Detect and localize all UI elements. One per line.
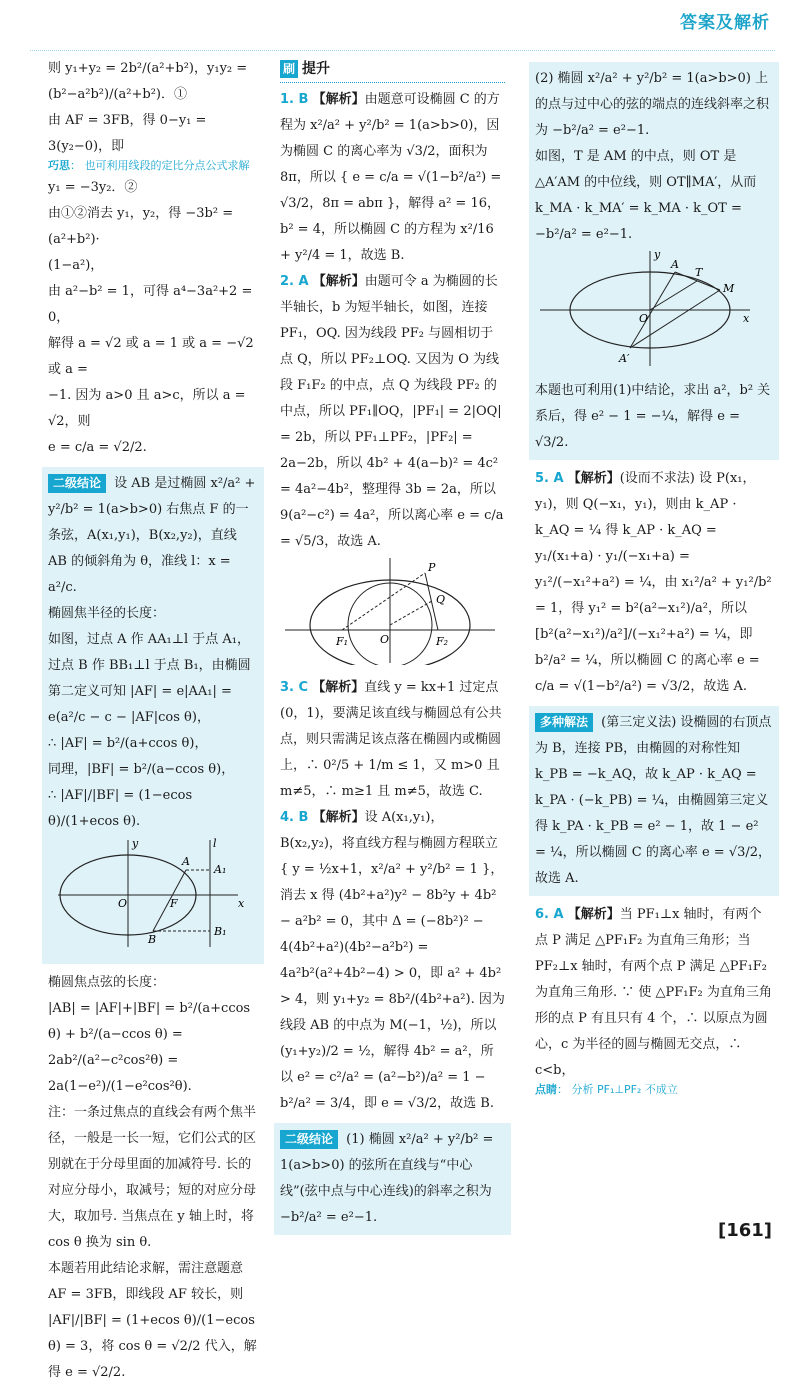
label-T: T [695, 266, 703, 279]
section-icon: 刷 [280, 60, 298, 78]
label-P: P [428, 561, 436, 574]
panel-text: (第三定义法) 设椭圆的右顶点为 B，连接 PB，由椭圆的对称性知 k_PB = −k_AQ，故 k_AP · k_AQ = k_PA · (−k_PB) = ¼，由椭圆第三定义得 k_PA · k_PB = e² − 1，故 1 − e² = ¼，所以椭圆 C 的离心率 e = √3/2，故选 A. [535, 715, 772, 886]
section-heading [280, 56, 505, 83]
label-M: M [723, 282, 735, 295]
question-3: 3. C 【解析】直线 y = kx+1 过定点(0，1)，要满足该直线与椭圆总有公共点，则只需满足该点落在椭圆内或椭圆上，∴ 0²/5 + 1/m ≤ 1，又 m>0 且 m≠5，∴ m≥1 且 m≠5，故选 C. [280, 680, 502, 799]
multi-solution-tag: 多种解法 [535, 713, 593, 732]
text-line: 由 a²−b² = 1，可得 a⁴−3a²+2 = 0， [48, 284, 253, 325]
column-middle [280, 56, 505, 1241]
tip-text: 分析 PF₁⊥PF₂ 不成立 [571, 1083, 678, 1096]
label-F: F [170, 897, 178, 910]
panel-text: 椭圆焦半径的长度： [48, 606, 166, 621]
text-line: e = c/a = √2/2. [48, 440, 147, 455]
text-line: 则 y₁+y₂ = 2b²/(a²+b²)，y₁y₂ = (b²−a²b²)/(a²+b²)．① [48, 61, 248, 102]
label-A: A [671, 258, 679, 271]
panel-text: (1) 椭圆 x²/a² + y²/b² = 1(a>b>0) 的弦所在直线与“中心线”(弦中点与中心连线)的斜率之积为 −b²/a² = e²−1. [280, 1132, 494, 1225]
panel-text: ∴ |AF|/|BF| = (1−ecos θ)/(1+ecos θ). [48, 788, 193, 829]
label-A1: A₁ [214, 863, 227, 876]
question-1: 1. B 【解析】由题意可设椭圆 C 的方程为 x²/a² + y²/b² = 1(a>b>0)，因为椭圆 C 的离心率为 √3/2，面积为 8π，所以 { e = c/a = √(1−b²/a²) = √3/2，8π = abπ }，解得 a² = 16，b² = 4，所以椭圆 C 的方程为 x²/16 + y²/4 = 1，故选 B. [280, 92, 502, 263]
conclusion-panel [42, 467, 264, 964]
column-left [48, 56, 258, 1386]
text-line: 椭圆焦点弦的长度： [48, 975, 166, 990]
label-O: O [118, 897, 128, 910]
text-line: y₁ = −3y₂．② [48, 180, 138, 195]
tip-label: 巧思 [48, 159, 70, 172]
tip-note: 巧思： 也可利用线段的定比分点公式求解 [48, 159, 250, 172]
conclusion-tag: 二级结论 [280, 1130, 338, 1149]
ellipse-focal-chord-diagram [48, 835, 248, 950]
panel-text: 同理，|BF| = b²/(a−ccos θ)， [48, 762, 235, 777]
label-Q: Q [436, 593, 446, 606]
label-y: y [132, 837, 139, 850]
page-header: 答案及解析 [680, 13, 770, 33]
question-5: 5. A 【解析】(设而不求法) 设 P(x₁，y₁)，则 Q(−x₁，y₁)，则由 k_AP · k_AQ = ¼ 得 k_AP · k_AQ = y₁/(x₁+a) · y₁/(−x₁+a) = y₁²/(−x₁²+a²) = ¼，由 x₁²/a² + y₁²/b² = 1，得 y₁² = b²(a²−x₁²)/a²，所以 [b²(a²−x₁²)/a²]/(−x₁²+a²) = ¼，即 b²/a² = ¼，所以椭圆 C 的离心率 e = c/a = √(1−b²/a²) = √3/2，故选 A. [535, 471, 772, 694]
page-number: [161] [717, 1220, 772, 1241]
label-A: A [182, 855, 190, 868]
panel-text: 如图，过点 A 作 AA₁⊥l 于点 A₁，过点 B 作 BB₁⊥l 于点 B₁，由椭圆第二定义可知 |AF| = e|AA₁| = e(a²/c − c − |AF|cos θ)， [48, 632, 251, 725]
label-y: y [654, 248, 661, 261]
panel-text: ∴ |AF| = b²/(a+ccos θ)， [48, 736, 208, 751]
conclusion-panel [274, 1123, 511, 1235]
panel-text: 如图，T 是 AM 的中点，则 OT 是 △A′AM 的中位线，则 OT∥MA′，从而 k_MA · k_MA′ = k_MA · k_OT = −b²/a² = e²−1. [535, 149, 757, 242]
text-line: 本题若用此结论求解，需注意题意 AF = 3FB，即线段 AF 较长，则 |AF|/|BF| = (1+ecos θ)/(1−ecos θ) = 3，将 cos θ = √2/2 代入，解得 e = √2/2. [48, 1261, 257, 1380]
label-O: O [380, 633, 390, 646]
panel-text: (2) 椭圆 x²/a² + y²/b² = 1(a>b>0) 上的点与过中心的弦的端点的连线斜率之积为 −b²/a² = e²−1. [535, 71, 770, 138]
ellipse-midline-diagram [535, 248, 755, 368]
conclusion-panel-continued [529, 62, 779, 460]
section-title: 提升 [302, 61, 330, 77]
tip-text: 也可利用线段的定比分点公式求解 [84, 159, 250, 172]
label-x: x [238, 897, 245, 910]
ellipse-circle-tangent-diagram [280, 555, 500, 665]
text-line: |AB| = |AF|+|BF| = b²/(a+ccos θ) + b²/(a−ccos θ) = 2ab²/(a²−c²cos²θ) = 2a(1−e²)/(1−e²cos²θ). [48, 1001, 251, 1094]
text-line: 注：一条过焦点的直线会有两个焦半径，一般是一长一短，它们公式的区别就在于分母里面的加减符号. 长的对应分母小，取减号；短的对应分母大，取加号. 当焦点在 y 轴上时，将 cos θ 换为 sin θ. [48, 1105, 257, 1250]
panel-text: 设 AB 是过椭圆 x²/a² + y²/b² = 1(a>b>0) 右焦点 F 的一条弦，A(x₁,y₁)，B(x₂,y₂)，直线 AB 的倾斜角为 θ，准线 l：x = a²/c. [48, 476, 256, 595]
column-right [535, 56, 773, 1099]
text-line: 解得 a = √2 或 a = 1 或 a = −√2 或 a = [48, 336, 254, 377]
label-O: O [639, 312, 649, 325]
label-B1: B₁ [214, 925, 227, 938]
panel-text: 本题也可利用(1)中结论，求出 a²，b² 关系后，得 e² − 1 = −¼，解得 e = √3/2. [535, 383, 771, 450]
label-x: x [743, 312, 750, 325]
label-l: l [213, 837, 217, 850]
label-A-prime: A′ [619, 352, 630, 365]
tip-label: 点睛 [535, 1083, 557, 1096]
header-divider [30, 50, 775, 51]
question-2: 2. A 【解析】由题可令 a 为椭圆的长半轴长，b 为短半轴长，如图，连接 PF₁，OQ. 因为线段 PF₂ 与圆相切于点 Q，所以 PF₂⊥OQ. 又因为 O 为线段 F₁F₂ 的中点，点 Q 为线段 PF₂ 的中点，所以 PF₁∥OQ，|PF₁| = 2|OQ| = 2b，所以 PF₁⊥PF₂，|PF₂| = 2a−2b，所以 4b² + 4(a−b)² = 4c² = 4a²−4b²，整理得 3b = 2a，所以 9(a²−c²) = 4a²，所以离心率 e = c/a = √5/3，故选 A. [280, 274, 504, 549]
question-6: 6. A 【解析】当 PF₁⊥x 轴时，有两个点 P 满足 △PF₁F₂ 为直角三角形；当 PF₂⊥x 轴时，有两个点 P 满足 △PF₁F₂ 为直角三角形. ∵ 使 △PF₁F₂ 为直角三角形的点 P 有且只有 4 个，∴ 以原点为圆心，c 为半径的圆与椭圆无交点，∴ c<b， [535, 907, 772, 1078]
label-F1: F₁ [336, 635, 349, 648]
tip-note: 点睛： 分析 PF₁⊥PF₂ 不成立 [535, 1083, 678, 1096]
text-line: (1−a²)， [48, 258, 104, 273]
question-4: 4. B 【解析】设 A(x₁,y₁)，B(x₂,y₂)，将直线方程与椭圆方程联立 { y = ½x+1，x²/a² + y²/b² = 1 }，消去 x 得 (4b²+a²)y² − 8b²y + 4b² − a²b² = 0，其中 Δ = (−8b²)² − 4(4b²+a²)(4b²−a²b²) = 4a²b²(a²+4b²−4) > 0，即 a² + 4b² > 4，则 y₁+y₂ = 8b²/(4b²+a²). 因为线段 AB 的中点为 M(−1，½)，所以 (y₁+y₂)/2 = ½，解得 4b² = a²，所以 e² = c²/a² = (a²−b²)/a² = 1 − b²/a² = 3/4，即 e = √3/2，故选 B. [280, 810, 505, 1111]
text-line: 由 AF = 3FB，得 0−y₁ = 3(y₂−0)，即 [48, 113, 207, 154]
multi-solution-panel [529, 706, 779, 896]
text-line: −1. 因为 a>0 且 a>c，所以 a = √2，则 [48, 388, 246, 429]
text-line: 由①②消去 y₁，y₂，得 −3b² = (a²+b²)· [48, 206, 234, 247]
label-B: B [148, 933, 157, 946]
conclusion-tag: 二级结论 [48, 474, 106, 493]
label-F2: F₂ [436, 635, 449, 648]
